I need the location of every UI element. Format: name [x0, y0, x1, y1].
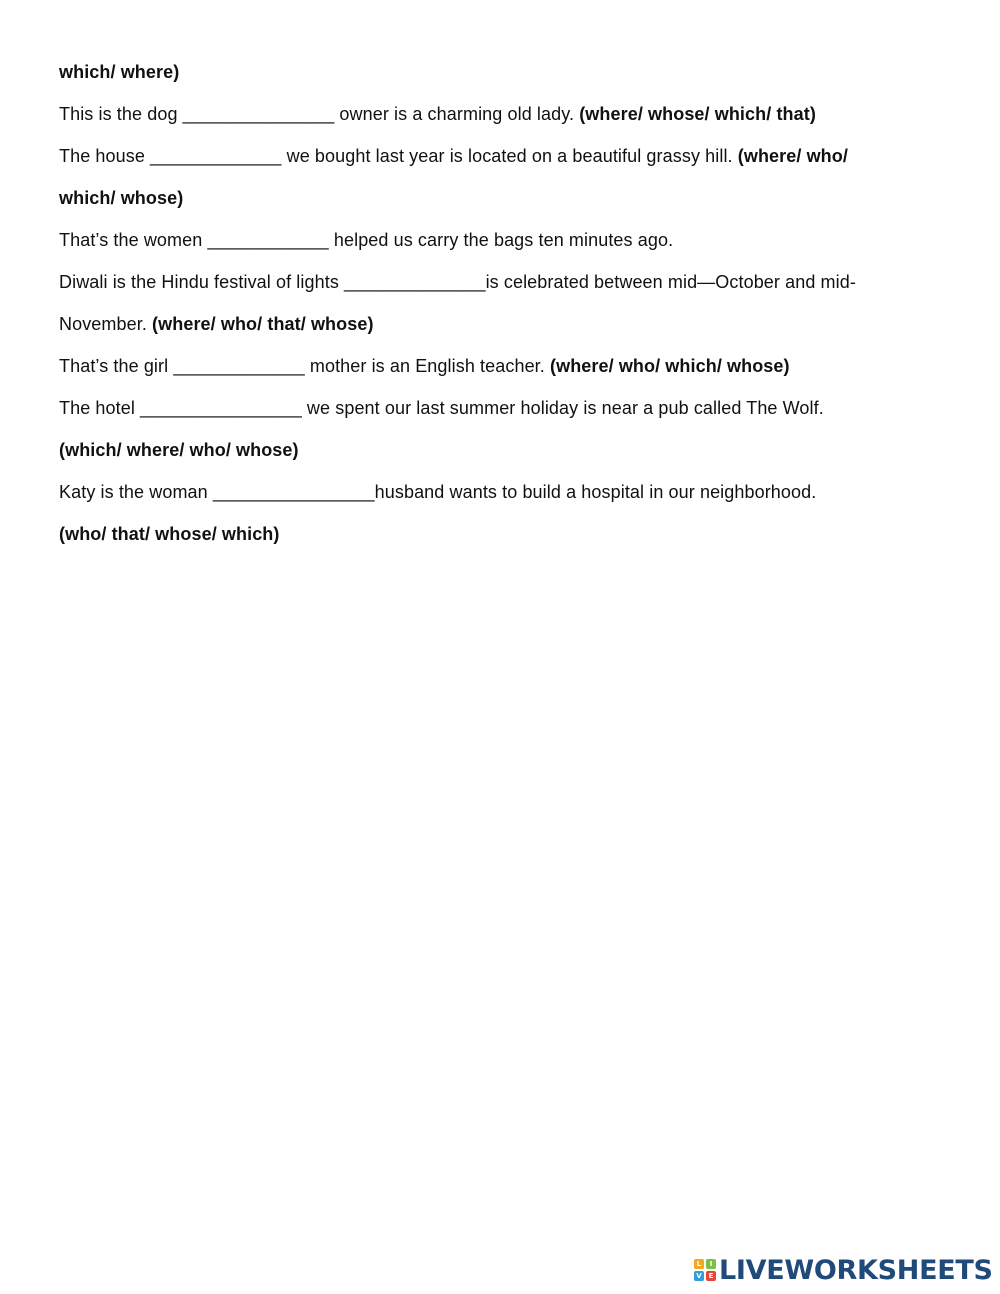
logo-letter: E	[706, 1271, 716, 1281]
answer-options: which/ whose)	[59, 188, 184, 208]
answer-options: (who/ that/ whose/ which)	[59, 524, 280, 544]
logo-letter: V	[694, 1271, 704, 1281]
text-line-6	[59, 271, 856, 293]
answer-options: (where/ who/	[737, 146, 848, 166]
answer-options: (which/ where/ who/ whose)	[59, 440, 299, 460]
text-line-12	[59, 523, 280, 545]
logo-letter: L	[694, 1259, 704, 1269]
answer-options: which/ where)	[59, 62, 180, 82]
text-line-9	[59, 397, 824, 419]
text-line-10	[59, 439, 299, 461]
text-line-2	[59, 103, 816, 125]
text-line-5	[59, 229, 673, 251]
logo-letter: I	[706, 1259, 716, 1269]
logo-grid-icon	[694, 1259, 716, 1281]
line-text: This is the dog _______________ owner is a charming old lady.	[59, 104, 580, 124]
line-text: That’s the women ____________ helped us carry the bags ten minutes ago.	[59, 230, 674, 250]
brand-name: LIVEWORKSHEETS	[719, 1254, 993, 1286]
line-text: The hotel ________________ we spent our last summer holiday is near a pub called The Wolf.	[59, 398, 824, 418]
line-text: November.	[59, 314, 153, 334]
line-text: The house _____________ we bought last year is located on a beautiful grassy hill.	[59, 146, 738, 166]
answer-options: (where/ whose/ which/ that)	[579, 104, 816, 124]
line-text: Katy is the woman ________________husband wants to build a hospital in our neighborhood.	[59, 482, 817, 502]
text-line-8	[59, 355, 790, 377]
answer-options: (where/ who/ which/ whose)	[550, 356, 790, 376]
text-line-4	[59, 187, 183, 209]
answer-options: (where/ who/ that/ whose)	[152, 314, 374, 334]
text-line-3	[59, 145, 848, 167]
text-line-1	[59, 61, 179, 83]
line-text: Diwali is the Hindu festival of lights ______________is celebrated between mid—October and mid-	[59, 272, 856, 292]
liveworksheets-logo	[694, 1255, 993, 1285]
text-line-11	[59, 481, 816, 503]
line-text: That’s the girl _____________ mother is an English teacher.	[59, 356, 550, 376]
text-line-7	[59, 313, 374, 335]
